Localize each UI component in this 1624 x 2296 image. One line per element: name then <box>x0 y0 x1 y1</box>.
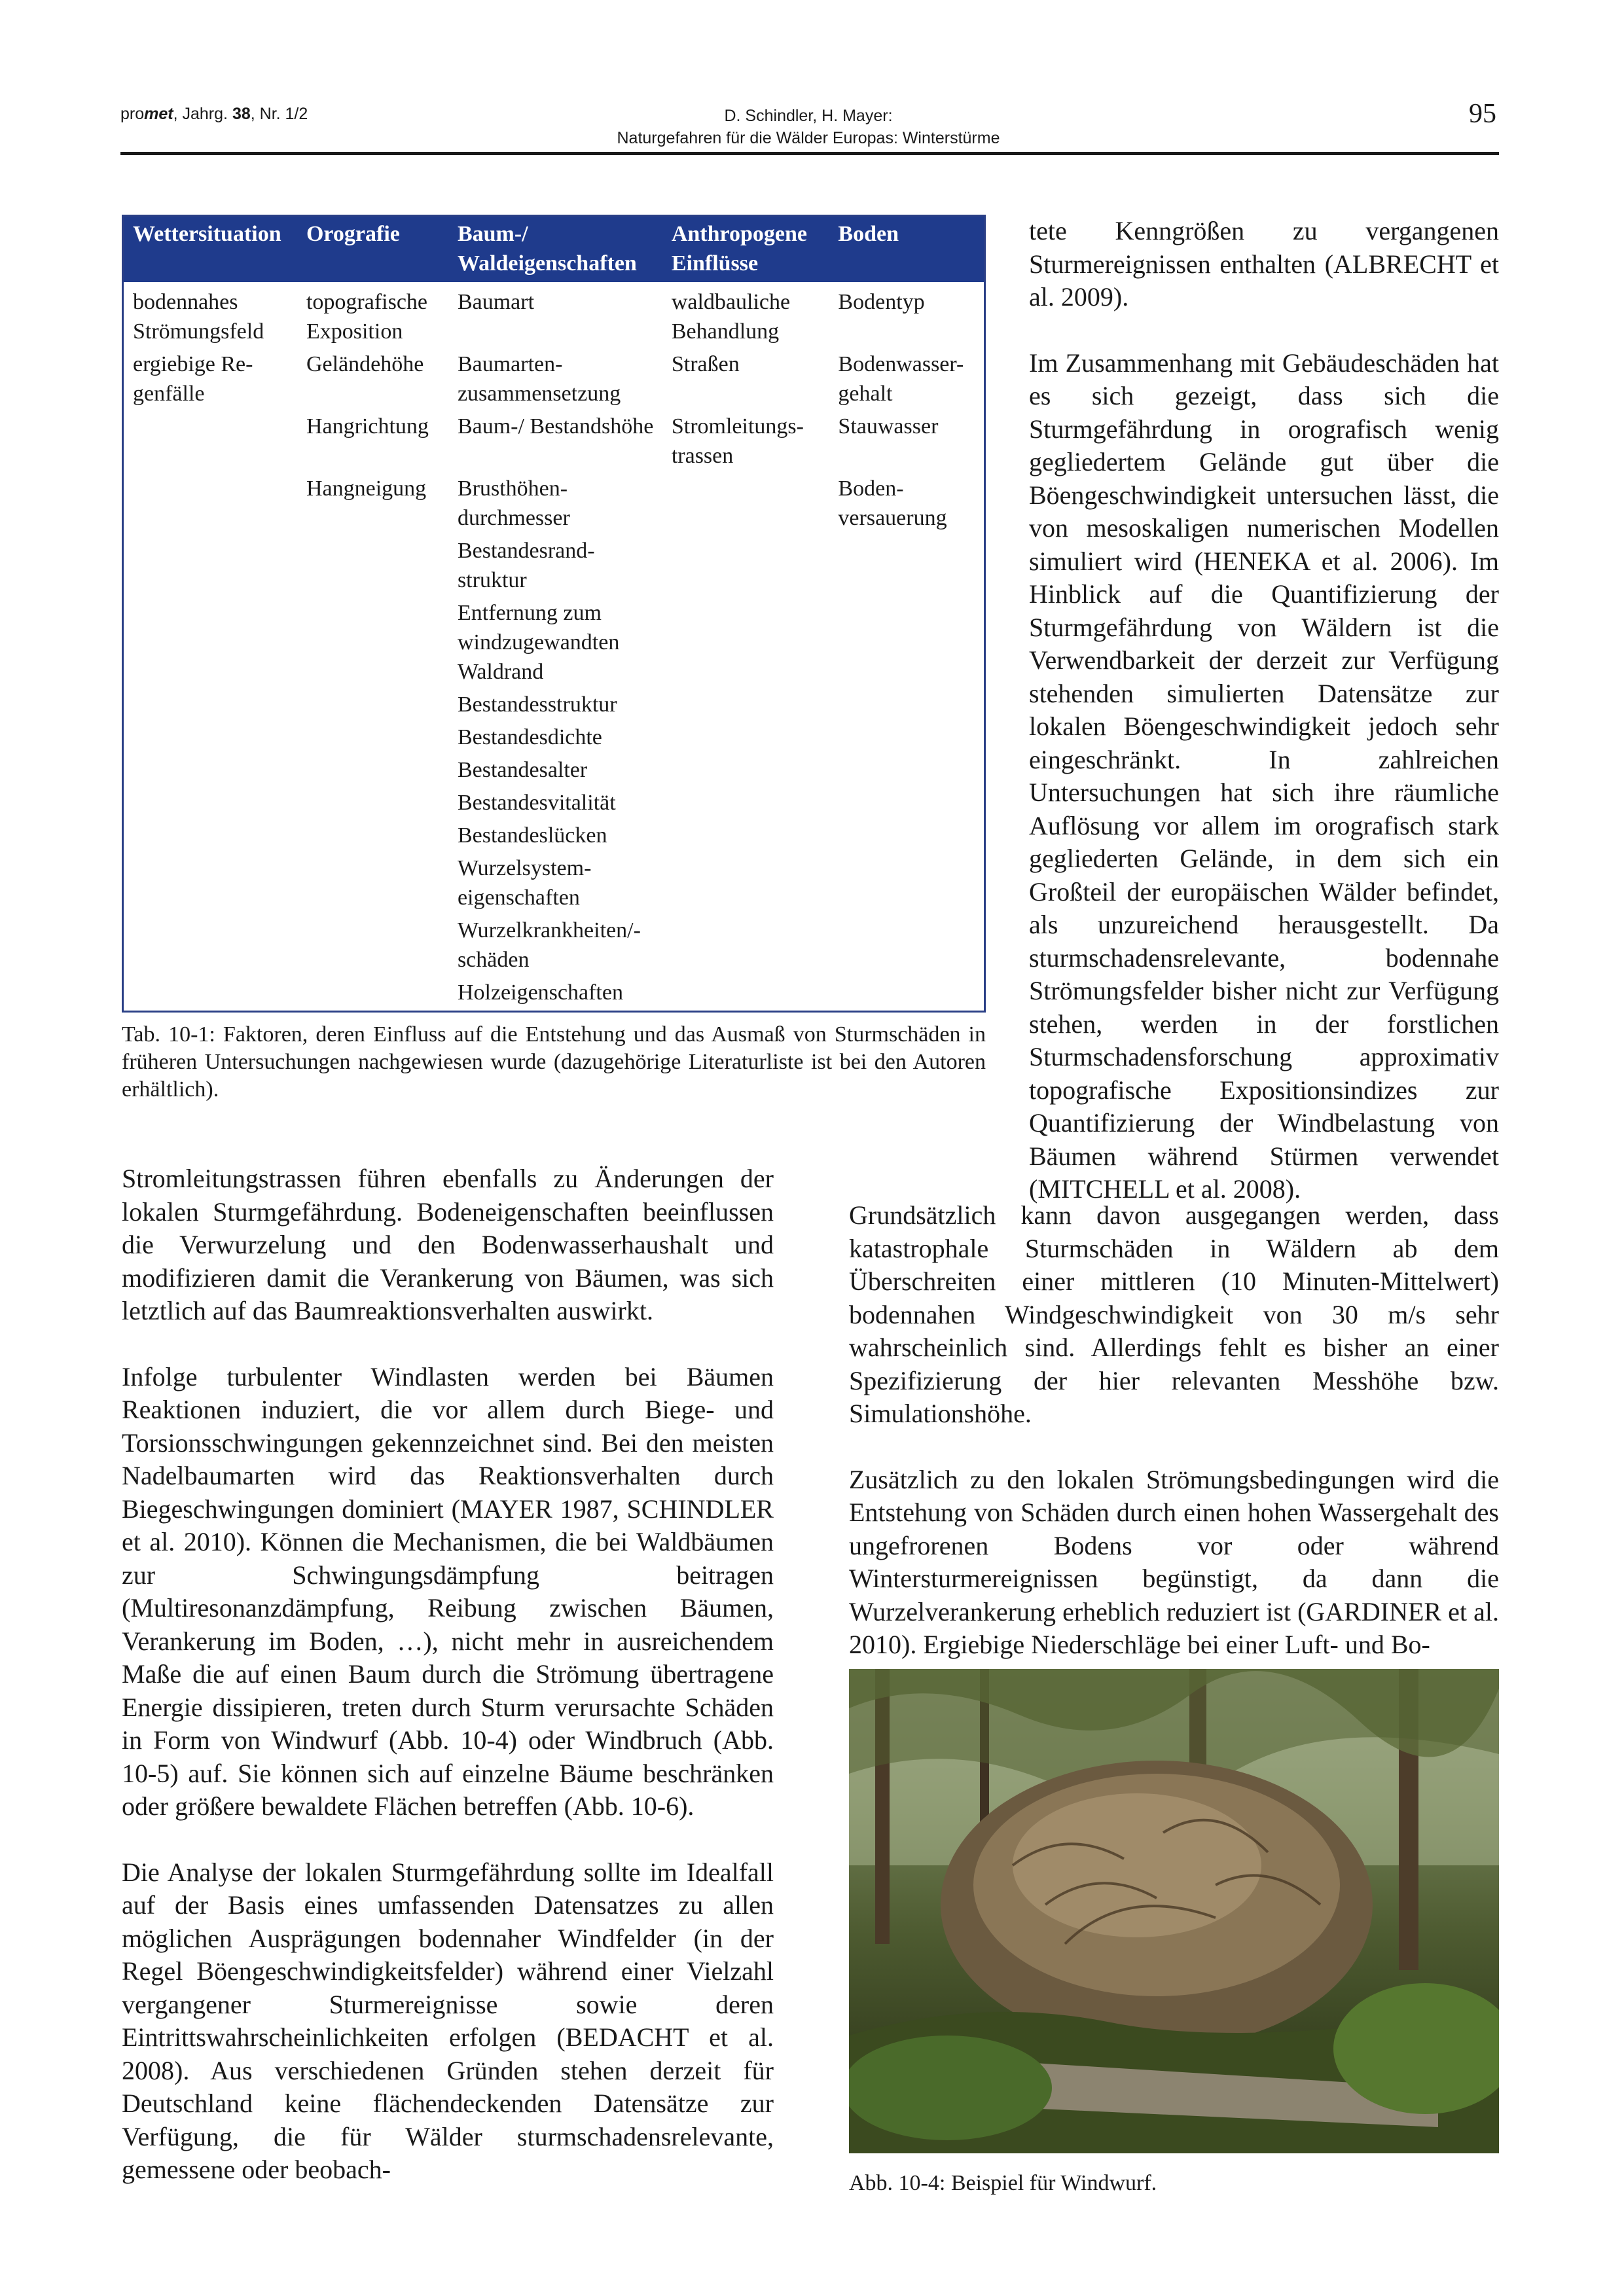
table-body <box>123 282 985 1012</box>
table-cell: ergiebige Re-genfälle <box>133 352 253 406</box>
table-cell <box>662 821 829 853</box>
table-cell <box>662 755 829 788</box>
figure-caption: Abb. 10-4: Beispiel für Windwurf. <box>849 2171 1157 2195</box>
table-cell: Bestandesvitalität <box>457 791 616 815</box>
table-cell: waldbauliche Behandlung <box>671 290 791 344</box>
table-row <box>123 412 985 474</box>
table-cell <box>662 474 829 536</box>
table-cell <box>123 474 297 536</box>
table-row <box>123 788 985 821</box>
table-cell: Baum-/ Bestandshöhe <box>457 414 654 439</box>
table-cell: Geländehöhe <box>306 352 424 376</box>
table-cell: Baumart <box>457 290 535 314</box>
table-row <box>123 978 985 1012</box>
left-column <box>122 1162 774 2187</box>
table-cell <box>297 723 448 755</box>
table-cell <box>662 598 829 690</box>
table-cell <box>297 755 448 788</box>
table-cell: bodennahes Strömungsfeld <box>133 290 264 344</box>
table-cell: Stauwasser <box>838 414 939 439</box>
table-cell <box>662 788 829 821</box>
table-row <box>123 598 985 690</box>
table-cell <box>662 536 829 598</box>
journal-year: , Jahrg. <box>173 105 232 123</box>
table-header-cell: Orografie <box>297 216 448 283</box>
table-cell <box>123 821 297 853</box>
table-cell <box>297 536 448 598</box>
table-cell: Entfernung zum windzugewandten Waldrand <box>457 601 620 684</box>
table-cell <box>662 853 829 916</box>
paragraph: tete Kenngrößen zu vergangenen Sturmereignissen enthalten (ALBRECHT et al. 2009). <box>1029 216 1499 312</box>
table-cell <box>123 536 297 598</box>
table-cell <box>297 853 448 916</box>
table-cell <box>829 853 984 916</box>
table-cell <box>662 978 829 1012</box>
journal-name-italic: met <box>144 105 173 123</box>
windthrow-illustration <box>849 1669 1499 2153</box>
table-cell: Hangrichtung <box>306 414 429 439</box>
table-row <box>123 350 985 412</box>
right-column-bottom <box>849 1199 1499 1662</box>
factor-table <box>122 215 986 1013</box>
table-row <box>123 474 985 536</box>
table-row <box>123 853 985 916</box>
table-row <box>123 723 985 755</box>
table-cell <box>297 978 448 1012</box>
table-cell <box>123 723 297 755</box>
table-cell: Bodenwasser-gehalt <box>838 352 964 406</box>
paragraph: Grundsätzlich kann davon ausgegangen werden, dass katastrophale Sturmschäden in Wäldern ab dem Überschreiten einer mittleren (10 Minuten-Mittelwert) bodennahen Windgeschwindigkeit von 30 m/s sehr wahrscheinlich sind. Allerdings fehlt es bisher an einer Spezifizierung der hier relevanten Messhöhe bzw. Simulationshöhe. <box>849 1200 1499 1428</box>
table-cell <box>829 690 984 723</box>
table-cell <box>297 598 448 690</box>
table-header-cell: Baum-/ Waldeigenschaften <box>448 216 662 283</box>
table-row <box>123 536 985 598</box>
table-cell <box>297 821 448 853</box>
table-cell <box>829 978 984 1012</box>
journal-issue: , Nr. 1/2 <box>250 105 308 123</box>
table-cell <box>123 690 297 723</box>
table-row <box>123 916 985 978</box>
table-cell <box>297 916 448 978</box>
header-title: Naturgefahren für die Wälder Europas: Winterstürme <box>617 129 1000 147</box>
table-cell <box>123 978 297 1012</box>
paragraph: Stromleitungstrassen führen ebenfalls zu Änderungen der lokalen Sturmgefährdung. Bodeneigenschaften beeinflussen die Verwurzelung und den Bodenwasserhaushalt und modifizieren damit die Verankerung von Bäumen, was sich letztlich auf das Baumreaktionsverhalten auswirkt. <box>122 1164 774 1325</box>
table-cell <box>829 821 984 853</box>
windthrow-photo <box>849 1669 1499 2153</box>
table-cell <box>297 690 448 723</box>
table-cell <box>829 755 984 788</box>
table-header-cell: Wettersituation <box>123 216 297 283</box>
table-cell <box>829 916 984 978</box>
table-cell <box>662 916 829 978</box>
table-cell: topografische Exposition <box>306 290 428 344</box>
journal-volume: 38 <box>232 105 251 123</box>
table-cell: Boden-versauerung <box>838 476 947 530</box>
header-rule <box>120 152 1499 155</box>
running-header <box>458 105 1159 149</box>
table-cell: Hangneigung <box>306 476 427 501</box>
table-cell <box>297 788 448 821</box>
table-cell: Stromleitungs-trassen <box>671 414 804 468</box>
table-cell <box>662 690 829 723</box>
table-cell: Baumarten-zusammensetzung <box>457 352 621 406</box>
table-cell: Wurzelsystem-eigenschaften <box>457 856 592 910</box>
table-cell <box>123 755 297 788</box>
table-cell <box>123 598 297 690</box>
table-cell: Wurzelkrankheiten/-schäden <box>457 918 641 972</box>
table-cell: Holzeigenschaften <box>457 980 623 1005</box>
paragraph: Die Analyse der lokalen Sturmgefährdung sollte im Idealfall auf der Basis eines umfassenden Datensatzes zu allen möglichen Ausprägungen bodennaher Windfelder (in der Regel Böengeschwindigkeitsfelder) während einer Vielzahl vergangener Sturmereignisse sowie deren Eintrittswahrscheinlichkeiten erfolgen (BEDACHT et al. 2008). Aus verschiedenen Gründen stehen derzeit für Deutschland keine flächendeckenden Datensätze zur Verfügung, die für Wälder sturmschadensrelevante, gemessene oder beobach- <box>122 1857 774 2184</box>
table-cell <box>123 916 297 978</box>
table-cell: Bestandesrand-struktur <box>457 539 595 592</box>
table-cell: Straßen <box>671 352 740 376</box>
paragraph: Zusätzlich zu den lokalen Strömungsbedingungen wird die Entstehung von Schäden durch einen hohen Wassergehalt des ungefrorenen Bodens vor oder während Wintersturmereignissen begünstigt, da dann die Wurzelverankerung erheblich reduziert ist (GARDINER et al. 2010). Ergiebige Niederschläge bei einer Luft- und Bo- <box>849 1464 1499 1659</box>
table-caption: Tab. 10-1: Faktoren, deren Einfluss auf die Entstehung und das Ausmaß von Sturmschäden in früheren Untersuchungen nachgewiesen wurde (dazugehörige Literaturliste ist bei den Autoren erhältlich). <box>122 1022 986 1102</box>
table-cell <box>829 723 984 755</box>
table-cell: Bestandesdichte <box>457 725 602 749</box>
table-cell: Bestandesalter <box>457 758 588 782</box>
table-cell <box>829 598 984 690</box>
table-cell <box>123 788 297 821</box>
paragraph: Im Zusammenhang mit Gebäudeschäden hat es sich gezeigt, dass sich die Sturmgefährdung in orografisch wenig gegliedertem Gelände gut über die Böengeschwindigkeit untersuchen lässt, die von mesoskaligen numerischen Modellen simuliert wird (HENEKA et al. 2006). Im Hinblick auf die Quantifizierung der Sturmgefährdung von Wäldern ist die Verwendbarkeit der derzeit zur Verfügung stehenden simulierten Datensätze zur lokalen Böengeschwindigkeit jedoch sehr eingeschränkt. In zahlreichen Untersuchungen hat sich ihre räumliche Auflösung vor allem im orografisch stark gegliederten Gelände, in dem sich ein Großteil der europäischen Wälder befindet, als unzureichend herausgestellt. Da sturmschadensrelevante, bodennahe Strömungsfelder bisher nicht zur Verfügung stehen, werden in der forstlichen Sturmschadensforschung approximativ topografische Expositionsindizes zur Quantifizierung der Windbelastung von Bäumen während Stürmen verwendet (MITCHELL et al. 2008). <box>1029 348 1499 1204</box>
table-cell <box>123 853 297 916</box>
journal-name-prefix: pro <box>120 105 145 123</box>
table-cell: Bodentyp <box>838 290 925 314</box>
table-cell <box>829 536 984 598</box>
table-header-cell: Anthropogene Einflüsse <box>662 216 829 283</box>
right-column-top <box>1029 215 1499 1206</box>
table-header-row <box>123 216 985 283</box>
paragraph: Infolge turbulenter Windlasten werden bei Bäumen Reaktionen induziert, die vor allem durch Biege- und Torsionsschwingungen gekennzeichnet sind. Bei den meisten Nadelbaumarten wird das Reaktionsverhalten durch Biegeschwingungen dominiert (MAYER 1987, SCHINDLER et al. 2010). Können die Mechanismen, die bei Waldbäumen zur Schwingungsdämpfung beitragen (Multiresonanzdämpfung, Reibung zwischen Bäumen, Verankerung im Boden, …), nicht mehr in ausreichendem Maße die auf einen Baum durch die Strömung übertragene Energie dissipieren, treten durch Sturm verursachte Schäden in Form von Windwurf (Abb. 10-4) oder Windbruch (Abb. 10-5) auf. Sie können sich auf einzelne Bäume beschränken oder größere bewaldete Flächen betreffen (Abb. 10-6). <box>122 1361 774 1821</box>
table-header-cell: Boden <box>829 216 984 283</box>
table-row <box>123 755 985 788</box>
table-row <box>123 690 985 723</box>
table-cell <box>123 412 297 474</box>
table-cell: Brusthöhen-durchmesser <box>457 476 570 530</box>
table-cell <box>662 723 829 755</box>
table-cell: Bestandeslücken <box>457 823 607 848</box>
page-number: 95 <box>1469 99 1496 129</box>
table-cell <box>829 788 984 821</box>
table-cell: Bestandesstruktur <box>457 692 617 717</box>
journal-info <box>120 105 308 124</box>
header-authors: D. Schindler, H. Mayer: <box>724 107 893 125</box>
table-row <box>123 282 985 350</box>
table-row <box>123 821 985 853</box>
